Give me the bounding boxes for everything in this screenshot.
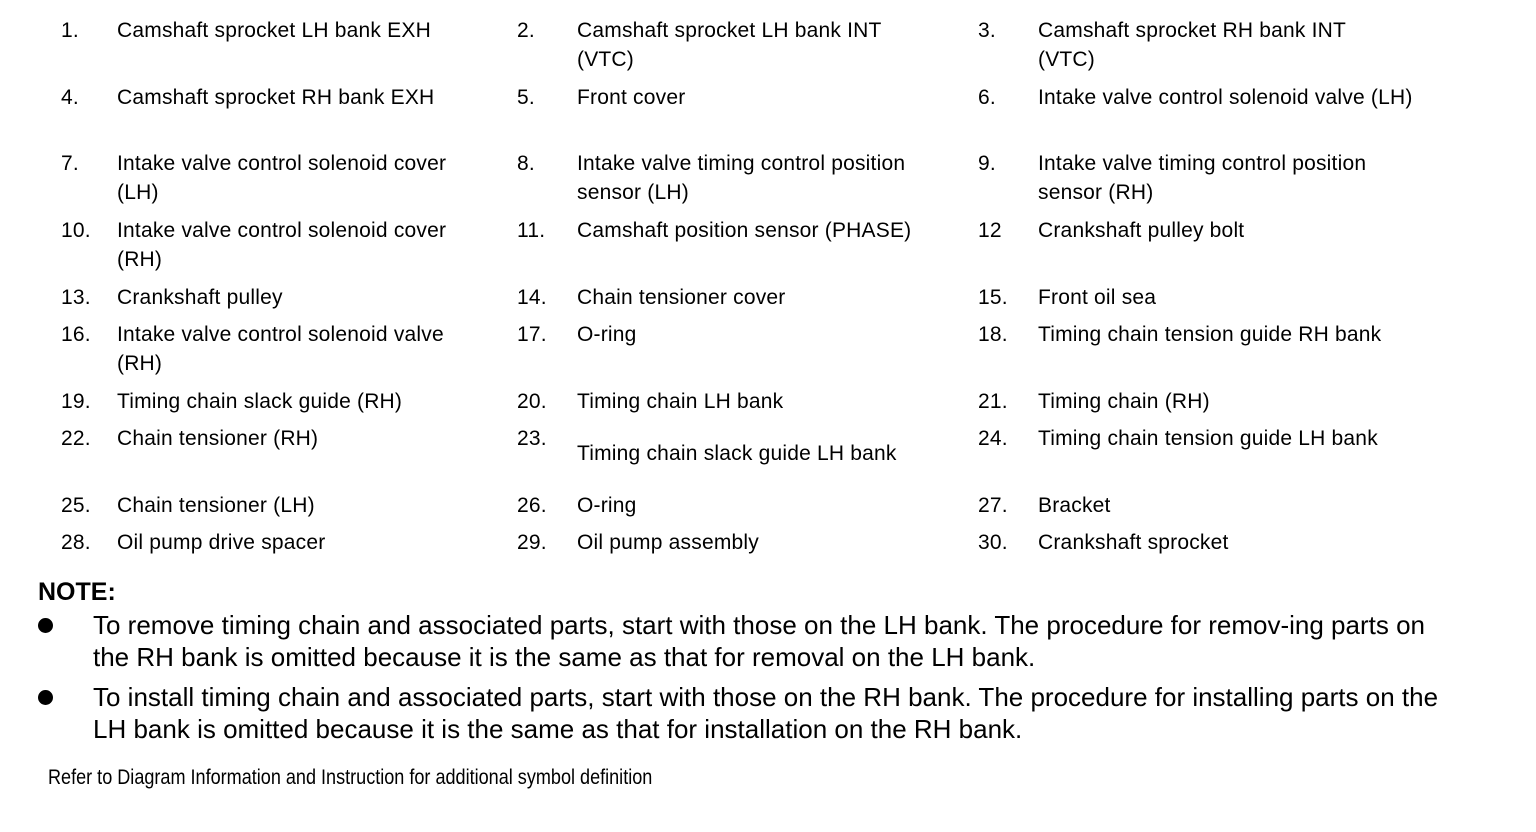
item-label: Bracket (1038, 494, 1111, 517)
item-number: 23. (517, 427, 547, 450)
item-number: 1. (61, 19, 79, 42)
item-number: 27. (978, 494, 1008, 517)
item-number: 6. (978, 86, 996, 109)
item-label: Intake valve control solenoid valve (RH) (117, 323, 444, 375)
note-text: To remove timing chain and associated parts, start with those on the LH bank. The procedure for remov-ing parts on the RH bank is omitted because it is the same as that for removal on the LH bank. (93, 610, 1425, 672)
item-label: Oil pump drive spacer (117, 531, 326, 554)
item-number: 8. (517, 152, 535, 175)
note-heading: NOTE: (38, 578, 116, 606)
item-number: 24. (978, 427, 1008, 450)
item-number: 7. (61, 152, 79, 175)
item-label: Oil pump assembly (577, 531, 759, 554)
item-label: Crankshaft sprocket (1038, 531, 1229, 554)
item-label: Front cover (577, 86, 686, 109)
item-number: 16. (61, 323, 91, 346)
item-label: Camshaft sprocket LH bank INT (VTC) (577, 19, 882, 71)
item-label: Chain tensioner (LH) (117, 494, 315, 517)
item-label: O-ring (577, 323, 637, 346)
item-number: 19. (61, 390, 91, 413)
item-label: Front oil sea (1038, 286, 1157, 309)
item-label: Camshaft position sensor (PHASE) (577, 219, 912, 242)
item-label: Camshaft sprocket LH bank EXH (117, 19, 431, 42)
item-label: Intake valve timing control position sensor (RH) (1038, 152, 1367, 204)
item-number: 28. (61, 531, 91, 554)
item-number: 29. (517, 531, 547, 554)
item-label: Timing chain (RH) (1038, 390, 1210, 413)
item-number: 17. (517, 323, 547, 346)
item-number: 15. (978, 286, 1008, 309)
item-number: 18. (978, 323, 1008, 346)
item-label: Chain tensioner (RH) (117, 427, 319, 450)
item-label: Crankshaft pulley bolt (1038, 219, 1245, 242)
item-number: 9. (978, 152, 996, 175)
item-label: Intake valve control solenoid valve (LH) (1038, 86, 1413, 109)
item-label: Chain tensioner cover (577, 286, 786, 309)
item-number: 14. (517, 286, 547, 309)
note-text: To install timing chain and associated parts, start with those on the RH bank. The procedure for installing parts on the LH bank is omitted because it is the same as that for installation on the RH bank. (93, 682, 1439, 744)
item-label: Timing chain LH bank (577, 390, 784, 413)
item-number: 21. (978, 390, 1008, 413)
item-label: Intake valve control solenoid cover (RH) (117, 219, 447, 271)
item-number: 20. (517, 390, 547, 413)
item-number: 4. (61, 86, 79, 109)
item-label: Intake valve timing control position sensor (LH) (577, 152, 906, 204)
item-label: Timing chain slack guide LH bank (577, 442, 897, 465)
item-number: 25. (61, 494, 91, 517)
bullet-icon (38, 618, 53, 633)
item-number: 22. (61, 427, 91, 450)
item-number: 3. (978, 19, 996, 42)
item-number: 10. (61, 219, 91, 242)
item-number: 13. (61, 286, 91, 309)
item-number: 2. (517, 19, 535, 42)
footer-reference: Refer to Diagram Information and Instruction for additional symbol definition (48, 766, 653, 789)
item-label: Camshaft sprocket RH bank EXH (117, 86, 435, 109)
item-label: Crankshaft pulley (117, 286, 283, 309)
item-number: 5. (517, 86, 535, 109)
item-label: Timing chain slack guide (RH) (117, 390, 403, 413)
item-label: Timing chain tension guide RH bank (1038, 323, 1382, 346)
item-number: 12 (978, 219, 1002, 242)
item-label: Timing chain tension guide LH bank (1038, 427, 1378, 450)
item-number: 30. (978, 531, 1008, 554)
item-label: Camshaft sprocket RH bank INT (VTC) (1038, 19, 1346, 71)
bullet-icon (38, 690, 53, 705)
item-number: 11. (517, 219, 546, 242)
item-label: O-ring (577, 494, 637, 517)
item-label: Intake valve control solenoid cover (LH) (117, 152, 447, 204)
item-number: 26. (517, 494, 547, 517)
